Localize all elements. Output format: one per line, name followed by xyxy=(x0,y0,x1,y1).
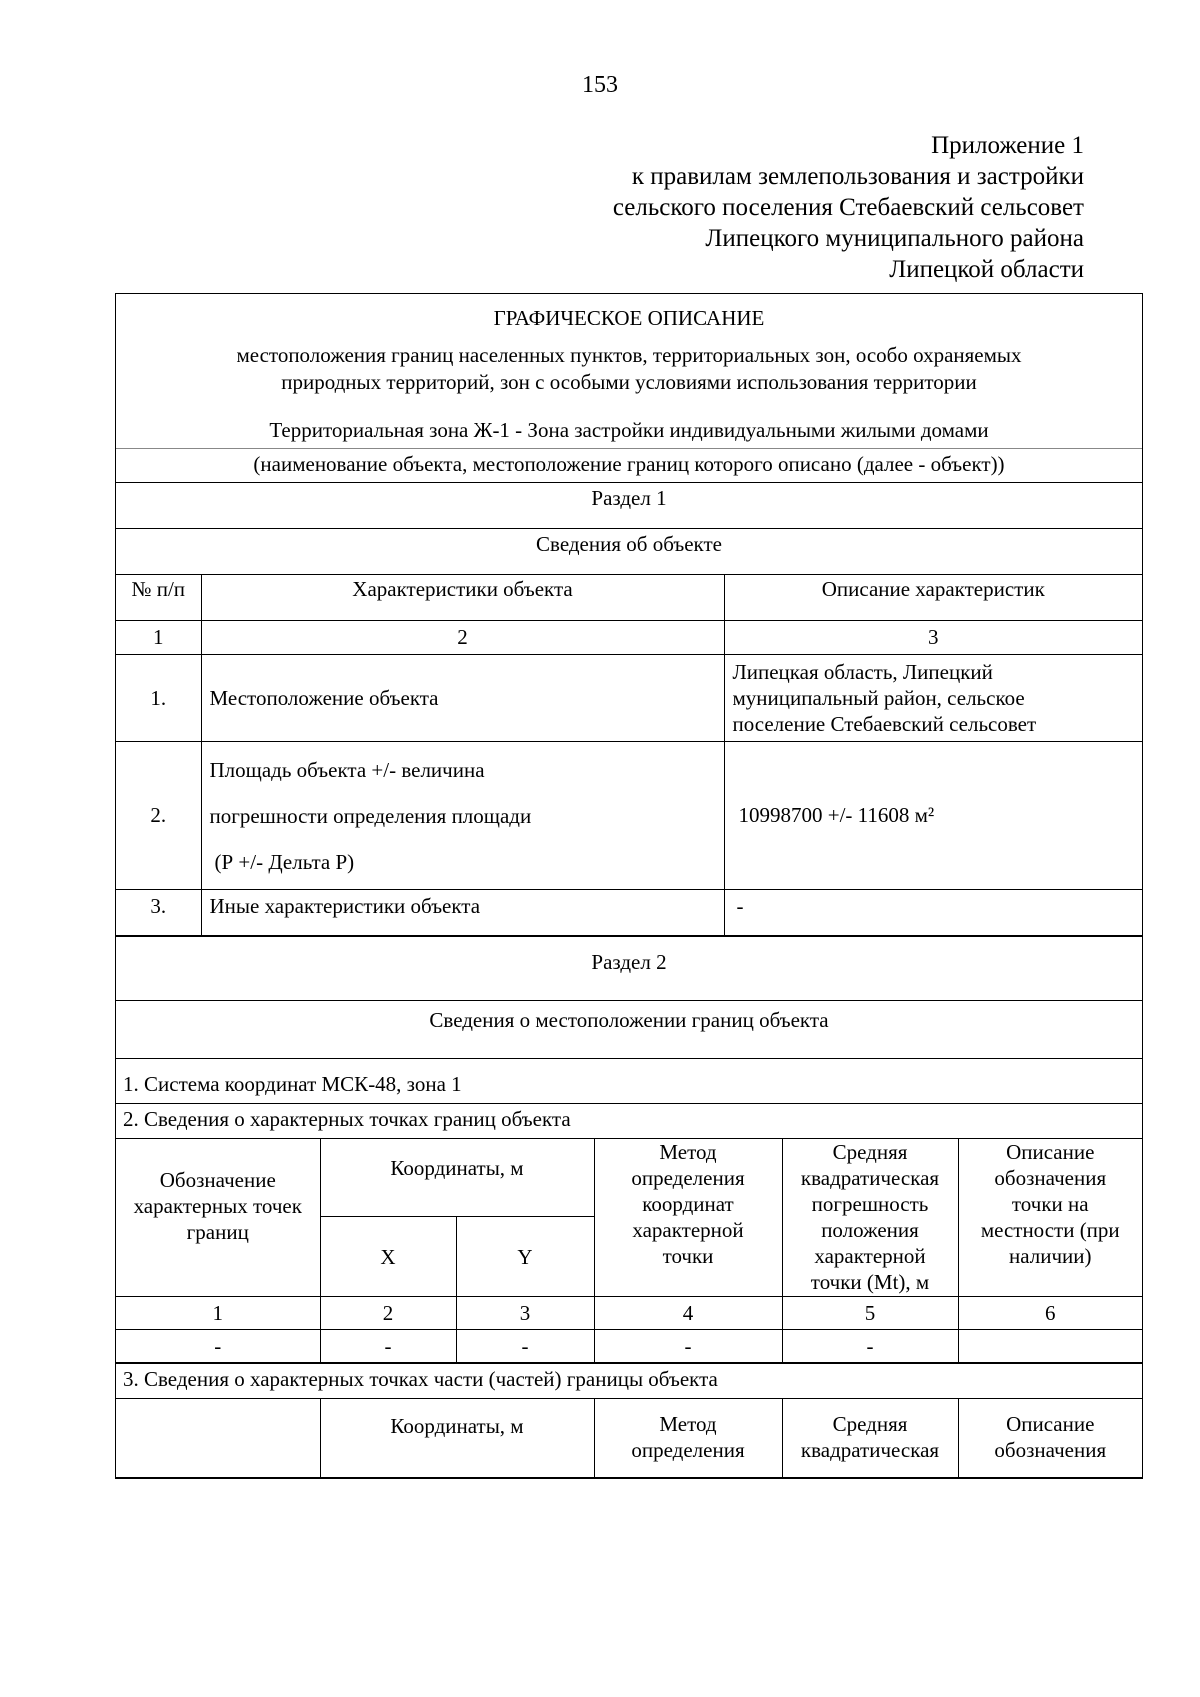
characteristic-value: - xyxy=(724,890,1142,936)
point-cell: - xyxy=(116,1330,320,1363)
header-line: границ xyxy=(186,1220,249,1244)
characteristic-name xyxy=(201,742,724,890)
x-header: X xyxy=(320,1217,456,1297)
header-line: Обозначение xyxy=(159,1168,276,1192)
row-number: 3. xyxy=(116,890,201,936)
characteristic-value xyxy=(724,655,1142,742)
point-cell: - xyxy=(782,1330,958,1363)
graphic-description-form xyxy=(115,293,1143,1479)
point-cell xyxy=(958,1330,1142,1363)
boundary-parts-table xyxy=(116,1398,1142,1478)
header-line: Описание xyxy=(1006,1412,1095,1436)
header-line: точки xyxy=(662,1244,714,1268)
method-header xyxy=(594,1399,782,1478)
row-number: 2. xyxy=(116,742,201,890)
header-line: Средняя xyxy=(832,1412,908,1436)
header-line: положения xyxy=(821,1218,919,1242)
header-line: точки на xyxy=(1011,1192,1089,1216)
points-designation-header xyxy=(116,1139,320,1297)
section2-title: Раздел 2 xyxy=(116,936,1142,1000)
column-number: 3 xyxy=(456,1297,594,1330)
header-line: погрешность xyxy=(811,1192,929,1216)
description-line: природных территорий, зон с особыми условиями использования территории xyxy=(281,370,977,394)
header-line: квадратическая xyxy=(800,1438,940,1462)
object-info-table xyxy=(116,574,1142,936)
section1-subtitle: Сведения об объекте xyxy=(116,528,1142,574)
column-number: 4 xyxy=(594,1297,782,1330)
form-description xyxy=(116,340,1142,412)
points-title: 2. Сведения о характерных точках границ объекта xyxy=(116,1103,1142,1138)
header-line: характерной xyxy=(814,1244,926,1268)
error-header xyxy=(782,1139,958,1297)
appendix-line: сельского поселения Стебаевский сельсовет xyxy=(612,194,1084,221)
zone-name: Территориальная зона Ж-1 - Зона застройки индивидуальными жилыми домами xyxy=(269,418,989,442)
header-line: квадратическая xyxy=(800,1166,940,1190)
page-number: 153 xyxy=(582,72,618,98)
parts-title: 3. Сведения о характерных точках части (частей) границы объекта xyxy=(116,1363,1142,1398)
column-header: Описание характеристик xyxy=(724,575,1142,621)
characteristic-name: Местоположение объекта xyxy=(201,655,724,742)
value-line: Липецкая область, Липецкий xyxy=(732,660,993,684)
header-line: Средняя xyxy=(832,1140,908,1164)
coordinates-header: Координаты, м xyxy=(320,1139,594,1217)
point-cell: - xyxy=(320,1330,456,1363)
header-line: характерной xyxy=(632,1218,744,1242)
location-description-header xyxy=(958,1139,1142,1297)
y-header: Y xyxy=(456,1217,594,1297)
header-line: координат xyxy=(642,1192,734,1216)
name-line: погрешности определения площади xyxy=(209,803,532,828)
appendix-line: Липецкой области xyxy=(889,256,1084,283)
column-number: 3 xyxy=(724,621,1142,655)
appendix-line: к правилам землепользования и застройки xyxy=(631,163,1084,190)
header-line: характерных точек xyxy=(133,1194,302,1218)
characteristic-name: Иные характеристики объекта xyxy=(201,890,724,936)
coordinate-system: 1. Система координат МСК-48, зона 1 xyxy=(116,1058,1142,1103)
error-header xyxy=(782,1399,958,1478)
column-header: № п/п xyxy=(116,575,201,621)
method-header xyxy=(594,1139,782,1297)
column-number: 6 xyxy=(958,1297,1142,1330)
characteristic-value: 10998700 +/- 11608 м² xyxy=(724,742,1142,890)
header-line: точки (Mt), м xyxy=(810,1270,930,1294)
header-line: определения xyxy=(631,1438,745,1462)
header-line: Метод xyxy=(659,1412,717,1436)
form-title: ГРАФИЧЕСКОЕ ОПИСАНИЕ xyxy=(493,306,765,330)
empty-cell xyxy=(116,1399,320,1478)
section1-title: Раздел 1 xyxy=(116,482,1142,528)
column-number: 5 xyxy=(782,1297,958,1330)
value-line: поселение Стебаевский сельсовет xyxy=(732,712,1037,736)
column-number: 2 xyxy=(201,621,724,655)
header-line: определения xyxy=(631,1166,745,1190)
name-line: Площадь объекта +/- величина xyxy=(209,757,485,782)
object-caption: (наименование объекта, местоположение границ которого описано (далее - объект)) xyxy=(116,448,1142,482)
point-cell: - xyxy=(456,1330,594,1363)
point-cell: - xyxy=(594,1330,782,1363)
boundary-points-table xyxy=(116,1138,1142,1363)
appendix-line: Приложение 1 xyxy=(931,132,1084,159)
column-number: 1 xyxy=(116,1297,320,1330)
value-line: муниципальный район, сельское xyxy=(732,686,1025,710)
appendix-line: Липецкого муниципального района xyxy=(705,225,1084,252)
header-line: обозначения xyxy=(994,1438,1107,1462)
appendix-header xyxy=(613,130,1084,285)
location-description-header xyxy=(958,1399,1142,1478)
column-number: 2 xyxy=(320,1297,456,1330)
coordinates-header: Координаты, м xyxy=(320,1399,594,1478)
description-line: местоположения границ населенных пунктов, территориальных зон, особо охраняемых xyxy=(236,343,1022,367)
name-line: (Р +/- Дельта Р) xyxy=(214,849,355,874)
row-number: 1. xyxy=(116,655,201,742)
header-line: обозначения xyxy=(994,1166,1107,1190)
header-line: местности (при xyxy=(980,1218,1120,1242)
column-header: Характеристики объекта xyxy=(201,575,724,621)
header-line: наличии) xyxy=(1009,1244,1092,1268)
column-number: 1 xyxy=(116,621,201,655)
header-line: Описание xyxy=(1006,1140,1095,1164)
section2-subtitle: Сведения о местоположении границ объекта xyxy=(116,1000,1142,1058)
header-line: Метод xyxy=(659,1140,717,1164)
